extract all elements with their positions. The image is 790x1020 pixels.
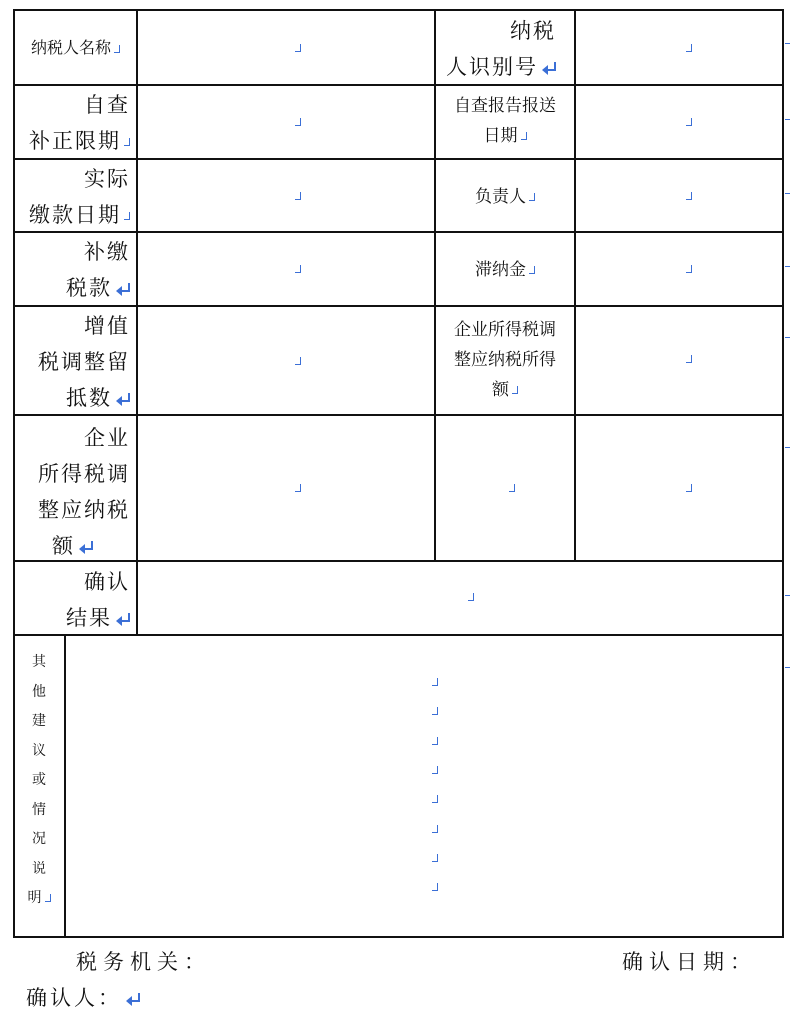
self-check-period-label-line1: 自查 (84, 93, 130, 117)
confirm-result-label-cell (13, 560, 138, 636)
payment-date-field[interactable] (136, 158, 436, 233)
row-end-marker (785, 440, 790, 448)
row-end-marker (785, 330, 790, 338)
taxpayer-name-label-cell (13, 9, 138, 86)
person-in-charge-label: 负责人 (475, 187, 526, 207)
cit-tax-field-1[interactable] (136, 414, 436, 562)
taxpayer-name-label: 纳税人名称 (30, 38, 111, 57)
late-fee-label: 滞纳金 (475, 260, 526, 280)
self-check-period-label-cell (13, 84, 138, 160)
cit-tax-field-3[interactable] (574, 414, 784, 562)
person-in-charge-label-cell (434, 158, 576, 233)
late-fee-field[interactable] (574, 231, 784, 307)
taxpayer-id-field[interactable] (574, 9, 784, 86)
report-date-field[interactable] (574, 84, 784, 160)
report-date-label-line1: 自查报告报送 (454, 96, 556, 116)
supplementary-tax-label-line1: 补缴 (84, 240, 130, 264)
cit-income-label-line2: 整应纳税所得 (454, 350, 556, 370)
report-date-label-line2: 日期 (483, 126, 518, 146)
confirmer-label: 确认人： (26, 982, 140, 1012)
person-in-charge-field[interactable] (574, 158, 784, 233)
confirm-result-label-line1: 确认 (84, 570, 130, 594)
cit-tax-label-line2: 所得税调 (38, 462, 130, 486)
vat-adjust-label-line3: 抵数 (66, 386, 112, 410)
payment-date-label-cell (13, 158, 138, 233)
confirm-result-field[interactable] (136, 560, 784, 636)
report-date-label-cell (434, 84, 576, 160)
row-end-marker (785, 36, 790, 44)
row-end-marker (785, 588, 790, 596)
payment-date-label-line2: 缴款日期 (29, 203, 121, 227)
cit-income-label-line3: 额 (492, 380, 509, 400)
vat-adjust-label-cell (13, 305, 138, 416)
taxpayer-id-label-cell (434, 9, 576, 86)
cit-tax-label-cell (13, 414, 138, 562)
vat-adjust-label-line1: 增值 (84, 314, 130, 338)
supplementary-tax-label-cell (13, 231, 138, 307)
cit-tax-label-line4: 额 (52, 534, 75, 558)
supplementary-tax-label-line2: 税款 (66, 276, 112, 300)
vat-adjust-field[interactable] (136, 305, 436, 416)
other-notes-label: 其 他 建 议 或 情 况 说 明 (14, 648, 64, 914)
late-fee-label-cell (434, 231, 576, 307)
confirm-result-label-line2: 结果 (66, 606, 112, 630)
row-end-marker (785, 259, 790, 267)
taxpayer-name-field[interactable] (136, 9, 436, 86)
supplementary-tax-field[interactable] (136, 231, 436, 307)
cit-tax-label-line3: 整应纳税 (38, 498, 130, 522)
cit-income-label-line1: 企业所得税调 (454, 320, 556, 340)
row-end-marker (785, 186, 790, 194)
self-check-period-label-line2: 补正限期 (29, 129, 121, 153)
cit-tax-field-2[interactable] (434, 414, 576, 562)
cit-income-field[interactable] (574, 305, 784, 416)
taxpayer-id-label-line1: 纳税 (510, 19, 556, 43)
self-check-period-field[interactable] (136, 84, 436, 160)
payment-date-label-line1: 实际 (84, 167, 130, 191)
taxpayer-id-label-line2: 人识别号 (446, 55, 538, 79)
row-end-marker (785, 112, 790, 120)
cit-tax-label-line1: 企业 (84, 426, 130, 450)
cit-income-label-cell (434, 305, 576, 416)
other-notes-field[interactable] (64, 634, 784, 938)
vat-adjust-label-line2: 税调整留 (38, 350, 130, 374)
tax-authority-label: 税务机关： (76, 950, 211, 974)
row-end-marker (785, 660, 790, 668)
confirm-date-label: 确认日期： (622, 950, 757, 974)
